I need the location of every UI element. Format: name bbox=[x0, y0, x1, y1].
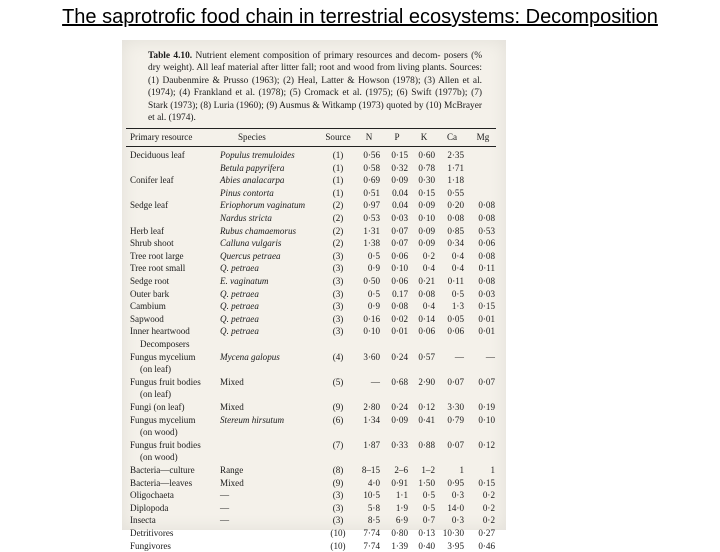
cell-resource: Oligochaeta bbox=[130, 490, 174, 501]
cell-resource: Fungus mycelium bbox=[130, 351, 196, 362]
cell-n: 1·38 bbox=[363, 238, 380, 249]
cell-resource: (on leaf) bbox=[140, 389, 172, 400]
cell-ca: 0·05 bbox=[447, 313, 464, 324]
cell-ca: 1·3 bbox=[451, 301, 464, 312]
cell-mg: 0·10 bbox=[478, 414, 495, 425]
table-row bbox=[128, 440, 500, 452]
cell-p: 0.04 bbox=[392, 187, 408, 198]
cell-n: 5·8 bbox=[367, 502, 380, 513]
cell-p: 0·09 bbox=[391, 414, 408, 425]
cell-resource: (on leaf) bbox=[140, 364, 172, 375]
cell-mg: 0·2 bbox=[482, 515, 495, 526]
cell-source: (3) bbox=[332, 263, 344, 274]
cell-resource: Fungus mycelium bbox=[130, 414, 196, 425]
table-row bbox=[128, 389, 500, 401]
cell-n: 8·5 bbox=[367, 515, 380, 526]
cell-species: Mixed bbox=[220, 477, 244, 488]
header-source: Source bbox=[325, 132, 351, 142]
cell-resource: Bacteria—culture bbox=[130, 465, 195, 475]
cell-k: 0·78 bbox=[418, 162, 435, 173]
table-row bbox=[128, 289, 500, 301]
cell-ca: 0·55 bbox=[447, 187, 464, 198]
cell-k: 0·08 bbox=[418, 288, 435, 299]
header-ca: Ca bbox=[446, 132, 458, 142]
cell-ca: 14·0 bbox=[447, 502, 464, 513]
table-row bbox=[128, 503, 500, 515]
slide-title: The saprotrofic food chain in terrestrial ecosystems: Decomposition bbox=[62, 6, 658, 28]
cell-resource: Sedge root bbox=[130, 276, 170, 286]
cell-k: 0·15 bbox=[418, 187, 435, 198]
cell-k: 0·88 bbox=[418, 439, 435, 450]
table-caption-line: (9) Ausmus & Witkamp (1973) quoted by (10) McBrayer et al. (1974). bbox=[148, 100, 482, 124]
cell-ca: 0·11 bbox=[447, 276, 464, 286]
cell-k: 0·5 bbox=[422, 490, 435, 501]
cell-ca: 2·35 bbox=[447, 150, 464, 160]
cell-p: 0.17 bbox=[392, 288, 408, 299]
cell-ca: 0·20 bbox=[447, 200, 464, 211]
cell-mg: 0·15 bbox=[478, 477, 495, 488]
cell-p: 0·68 bbox=[391, 376, 408, 387]
header-species: Species bbox=[238, 132, 266, 142]
cell-source: (3) bbox=[332, 276, 344, 286]
cell-n: 2·80 bbox=[363, 402, 380, 412]
cell-p: 0·80 bbox=[391, 528, 408, 538]
cell-species: Q. petraea bbox=[220, 301, 259, 312]
cell-k: 0·4 bbox=[422, 301, 435, 312]
cell-species: Nardus stricta bbox=[220, 213, 272, 223]
cell-p: 1·1 bbox=[395, 490, 408, 501]
cell-source: (6) bbox=[332, 414, 344, 425]
table-row bbox=[128, 226, 500, 238]
cell-p: 0·24 bbox=[391, 402, 408, 412]
cell-resource: Diplopoda bbox=[130, 502, 169, 513]
cell-ca: 0·3 bbox=[451, 515, 464, 526]
cell-mg: 0·08 bbox=[478, 213, 495, 223]
table-row bbox=[128, 263, 500, 275]
cell-source: (5) bbox=[332, 376, 344, 387]
cell-n: 0·69 bbox=[363, 175, 380, 186]
cell-p: 0·10 bbox=[391, 263, 408, 274]
cell-k: 0·30 bbox=[418, 175, 435, 186]
cell-source: (2) bbox=[332, 200, 344, 211]
cell-k: 0·21 bbox=[418, 276, 435, 286]
cell-resource: Bacteria—leaves bbox=[130, 477, 193, 488]
cell-species: — bbox=[220, 490, 230, 501]
cell-ca: 1 bbox=[459, 465, 464, 475]
cell-source: (3) bbox=[332, 515, 344, 526]
cell-ca: 0·95 bbox=[447, 477, 464, 488]
table-row bbox=[128, 465, 500, 477]
cell-n: 0·9 bbox=[367, 301, 380, 312]
cell-n: 0·50 bbox=[363, 276, 380, 286]
table-row bbox=[128, 163, 500, 175]
cell-source: (1) bbox=[332, 175, 344, 186]
cell-ca: — bbox=[454, 351, 464, 362]
cell-ca: 0·34 bbox=[447, 238, 464, 249]
cell-ca: 0·4 bbox=[451, 250, 464, 261]
cell-resource: Deciduous leaf bbox=[130, 150, 185, 160]
cell-source: (7) bbox=[332, 439, 344, 450]
cell-species: Q. petraea bbox=[220, 313, 259, 324]
cell-p: 0·08 bbox=[391, 301, 408, 312]
cell-k: 0·13 bbox=[418, 528, 435, 538]
cell-species: Rubus chamaemorus bbox=[220, 225, 297, 236]
cell-n: 4·0 bbox=[367, 477, 380, 488]
cell-p: 0·24 bbox=[391, 351, 408, 362]
table-row bbox=[128, 301, 500, 313]
cell-k: 0·2 bbox=[422, 250, 435, 261]
table-row bbox=[128, 188, 500, 200]
cell-source: (8) bbox=[332, 465, 344, 475]
table-row bbox=[128, 478, 500, 490]
cell-source: (2) bbox=[332, 225, 344, 236]
cell-p: 0·03 bbox=[391, 213, 408, 223]
table-caption-label: Table 4.10. bbox=[148, 51, 193, 61]
table-caption-line: Howson (1978); (3) Allen et al. (1974); (4) Frankland et al. (1978); (5) bbox=[148, 75, 483, 99]
cell-mg: — bbox=[485, 351, 495, 362]
cell-k: 1·50 bbox=[418, 477, 435, 488]
table-row bbox=[128, 415, 500, 427]
cell-source: (3) bbox=[332, 313, 344, 324]
cell-mg: 0·11 bbox=[478, 263, 495, 274]
cell-mg: 0·07 bbox=[478, 376, 495, 387]
cell-k: 0·10 bbox=[418, 213, 435, 223]
cell-species: Calluna vulgaris bbox=[220, 238, 282, 249]
cell-k: 0·5 bbox=[422, 502, 435, 513]
cell-n: 3·60 bbox=[363, 351, 380, 362]
table-row bbox=[128, 326, 500, 338]
table-row bbox=[128, 515, 500, 527]
table-row bbox=[128, 528, 500, 540]
scanned-table-page bbox=[122, 40, 506, 551]
cell-n: 1·31 bbox=[363, 225, 380, 236]
cell-resource: Detritivores bbox=[130, 528, 174, 538]
cell-p: 0·02 bbox=[391, 313, 408, 324]
table-row bbox=[128, 452, 500, 464]
cell-mg: 0·06 bbox=[478, 238, 495, 249]
cell-ca: 3·95 bbox=[447, 540, 464, 551]
cell-source: (3) bbox=[332, 301, 344, 312]
cell-mg: 1 bbox=[490, 465, 495, 475]
cell-resource: Fungi (on leaf) bbox=[130, 402, 185, 412]
cell-species: Range bbox=[220, 465, 244, 475]
cell-k: 0·06 bbox=[418, 326, 435, 337]
table-caption-line: Cromack et al. (1975); (6) Swift (1977b); (7) Stark (1973); (8) Luria (1960); bbox=[148, 88, 482, 111]
table-header-row bbox=[128, 132, 500, 144]
cell-p: 0·32 bbox=[391, 162, 408, 173]
cell-k: 2·90 bbox=[418, 376, 435, 387]
cell-resource: Tree root large bbox=[130, 250, 184, 261]
table-row bbox=[128, 150, 500, 162]
cell-species: — bbox=[220, 515, 230, 526]
cell-species: Mixed bbox=[220, 376, 244, 387]
header-n: N bbox=[365, 132, 373, 142]
table-row bbox=[128, 427, 500, 439]
cell-resource: Conifer leaf bbox=[130, 175, 174, 186]
cell-mg: 0·12 bbox=[478, 439, 495, 450]
cell-k: 0·09 bbox=[418, 238, 435, 249]
cell-source: (3) bbox=[332, 250, 344, 261]
cell-mg: 0·08 bbox=[478, 200, 495, 211]
cell-p: 0·01 bbox=[391, 326, 408, 337]
table-row bbox=[128, 276, 500, 288]
cell-p: 0·09 bbox=[391, 175, 408, 186]
cell-species: Abies analacarpa bbox=[220, 175, 285, 186]
cell-ca: 10·30 bbox=[442, 528, 464, 538]
table-row bbox=[128, 200, 500, 212]
cell-mg: 0·08 bbox=[478, 250, 495, 261]
cell-p: 0·07 bbox=[391, 238, 408, 249]
cell-resource: Inner heartwood bbox=[130, 326, 190, 337]
cell-source: (10) bbox=[330, 528, 346, 538]
cell-resource: Sedge leaf bbox=[130, 200, 169, 211]
cell-p: 2–6 bbox=[394, 465, 408, 475]
cell-source: (1) bbox=[332, 187, 344, 198]
cell-mg: 0·03 bbox=[478, 288, 495, 299]
cell-source: (10) bbox=[330, 540, 346, 551]
cell-ca: 0·3 bbox=[451, 490, 464, 501]
cell-species: Q. petraea bbox=[220, 288, 259, 299]
cell-source: (2) bbox=[332, 213, 344, 223]
table-row bbox=[128, 364, 500, 376]
cell-k: 0·09 bbox=[418, 200, 435, 211]
cell-mg: 0·2 bbox=[482, 490, 495, 501]
cell-resource: Shrub shoot bbox=[130, 238, 174, 249]
cell-ca: 1·71 bbox=[447, 162, 464, 173]
table-caption-line: posers (% dry weight). All leaf material after litter fall; root and wood from bbox=[148, 51, 483, 74]
cell-species: Q. petraea bbox=[220, 263, 259, 274]
cell-ca: 0·06 bbox=[447, 326, 464, 337]
cell-n: 7·74 bbox=[363, 540, 380, 551]
cell-species: Betula papyrifera bbox=[220, 162, 285, 173]
cell-species: Populus tremuloides bbox=[220, 150, 295, 160]
cell-n: 0·5 bbox=[367, 250, 380, 261]
cell-ca: 0·85 bbox=[447, 225, 464, 236]
table-row bbox=[128, 314, 500, 326]
cell-resource: Insecta bbox=[130, 515, 156, 526]
cell-ca: 0·79 bbox=[447, 414, 464, 425]
cell-ca: 1·18 bbox=[447, 175, 464, 186]
cell-n: 0·56 bbox=[363, 150, 380, 160]
section-heading-row bbox=[128, 339, 500, 351]
cell-k: 0·7 bbox=[422, 515, 435, 526]
cell-source: (2) bbox=[332, 238, 344, 249]
cell-p: 0·15 bbox=[391, 150, 408, 160]
cell-resource: Fungivores bbox=[130, 540, 171, 551]
cell-k: 0·4 bbox=[422, 263, 435, 274]
cell-source: (3) bbox=[332, 502, 344, 513]
table-row bbox=[128, 541, 500, 552]
table-row bbox=[128, 377, 500, 389]
cell-k: 0·09 bbox=[418, 225, 435, 236]
cell-species: Pinus contorta bbox=[220, 187, 274, 198]
cell-species: — bbox=[220, 502, 230, 513]
cell-source: (1) bbox=[332, 150, 344, 160]
cell-species: E. vaginatum bbox=[220, 276, 269, 286]
cell-p: 6·9 bbox=[395, 515, 408, 526]
table-row bbox=[128, 251, 500, 263]
cell-n: — bbox=[370, 376, 380, 387]
table-row bbox=[128, 213, 500, 225]
cell-mg: 0·15 bbox=[478, 301, 495, 312]
cell-resource: Tree root small bbox=[130, 263, 186, 274]
cell-species: Stereum hirsutum bbox=[220, 414, 285, 425]
cell-mg: 0·2 bbox=[482, 502, 495, 513]
header-mg: Mg bbox=[476, 132, 490, 142]
cell-mg: 0·53 bbox=[478, 225, 495, 236]
cell-species: Mycena galopus bbox=[220, 351, 280, 362]
cell-n: 0·9 bbox=[367, 263, 380, 274]
cell-source: (1) bbox=[332, 162, 344, 173]
cell-k: 0·60 bbox=[418, 150, 435, 160]
cell-n: 8–15 bbox=[361, 465, 380, 475]
cell-k: 0·14 bbox=[418, 313, 435, 324]
cell-k: 0·12 bbox=[418, 402, 435, 412]
cell-resource: Sapwood bbox=[130, 313, 164, 324]
cell-n: 0·97 bbox=[363, 200, 380, 211]
cell-mg: 0·27 bbox=[478, 528, 495, 538]
cell-p: 0·06 bbox=[391, 276, 408, 286]
cell-n: 0·16 bbox=[363, 313, 380, 324]
cell-source: (9) bbox=[332, 402, 344, 412]
cell-p: 0·33 bbox=[391, 439, 408, 450]
cell-n: 7·74 bbox=[363, 528, 380, 538]
header-k: K bbox=[420, 132, 428, 142]
table-row bbox=[128, 352, 500, 364]
table-caption bbox=[148, 50, 482, 124]
cell-n: 0·51 bbox=[363, 187, 380, 198]
table-row bbox=[128, 402, 500, 414]
cell-k: 1–2 bbox=[421, 465, 435, 475]
cell-resource: Fungus fruit bodies bbox=[130, 439, 201, 450]
table-row bbox=[128, 490, 500, 502]
cell-n: 0·53 bbox=[363, 213, 380, 223]
cell-species: Q. petraea bbox=[220, 326, 259, 337]
cell-ca: 0·07 bbox=[447, 376, 464, 387]
cell-mg: 0·46 bbox=[478, 540, 495, 551]
cell-p: 0.04 bbox=[392, 200, 408, 211]
cell-n: 0·5 bbox=[367, 288, 380, 299]
cell-resource: Outer bark bbox=[130, 288, 170, 299]
table-caption-line: living plants. Sources: (1) Daubenmire & Prusso (1963); (2) Heal, Latter & bbox=[148, 63, 482, 86]
cell-source: (4) bbox=[332, 351, 344, 362]
cell-source: (3) bbox=[332, 326, 344, 337]
cell-n: 10·5 bbox=[363, 490, 380, 501]
cell-n: 0·10 bbox=[363, 326, 380, 337]
cell-source: (3) bbox=[332, 490, 344, 501]
cell-resource: Cambium bbox=[130, 301, 166, 312]
cell-resource: Herb leaf bbox=[130, 225, 165, 236]
cell-p: 0·07 bbox=[391, 225, 408, 236]
cell-resource: (on wood) bbox=[140, 452, 178, 463]
cell-mg: 0·01 bbox=[478, 326, 495, 337]
cell-source: (9) bbox=[332, 477, 344, 488]
cell-species: Mixed bbox=[220, 402, 244, 412]
cell-p: 0·06 bbox=[391, 250, 408, 261]
cell-species: Eriophorum vaginatum bbox=[220, 200, 306, 211]
cell-p: 0·91 bbox=[391, 477, 408, 488]
cell-species: Quercus petraea bbox=[220, 250, 281, 261]
cell-k: 0·40 bbox=[418, 540, 435, 551]
header-p: P bbox=[394, 132, 400, 142]
header-bottom-rule bbox=[126, 146, 496, 147]
cell-k: 0·41 bbox=[418, 414, 435, 425]
cell-n: 1·87 bbox=[363, 439, 380, 450]
cell-mg: 0·08 bbox=[478, 276, 495, 286]
cell-resource: Fungus fruit bodies bbox=[130, 376, 201, 387]
cell-ca: 0·4 bbox=[451, 263, 464, 274]
header-primary-resource: Primary resource bbox=[130, 132, 193, 142]
cell-n: 0·58 bbox=[363, 162, 380, 173]
header-top-rule bbox=[126, 128, 496, 129]
cell-mg: 0·01 bbox=[478, 313, 495, 324]
cell-source: (3) bbox=[332, 288, 344, 299]
cell-resource: Decomposers bbox=[140, 339, 190, 349]
cell-n: 1·34 bbox=[363, 414, 380, 425]
cell-ca: 0·5 bbox=[451, 288, 464, 299]
cell-ca: 0·08 bbox=[447, 213, 464, 223]
cell-resource: (on wood) bbox=[140, 427, 178, 438]
cell-ca: 3·30 bbox=[447, 402, 464, 412]
cell-p: 1·9 bbox=[395, 502, 408, 513]
cell-mg: 0·19 bbox=[478, 402, 495, 412]
cell-k: 0·57 bbox=[418, 351, 435, 362]
table-row bbox=[128, 175, 500, 187]
table-caption-line: Nutrient element composition of primary resources and decom- bbox=[195, 51, 441, 61]
table-row bbox=[128, 238, 500, 250]
cell-ca: 0·07 bbox=[447, 439, 464, 450]
cell-p: 1·39 bbox=[391, 540, 408, 551]
